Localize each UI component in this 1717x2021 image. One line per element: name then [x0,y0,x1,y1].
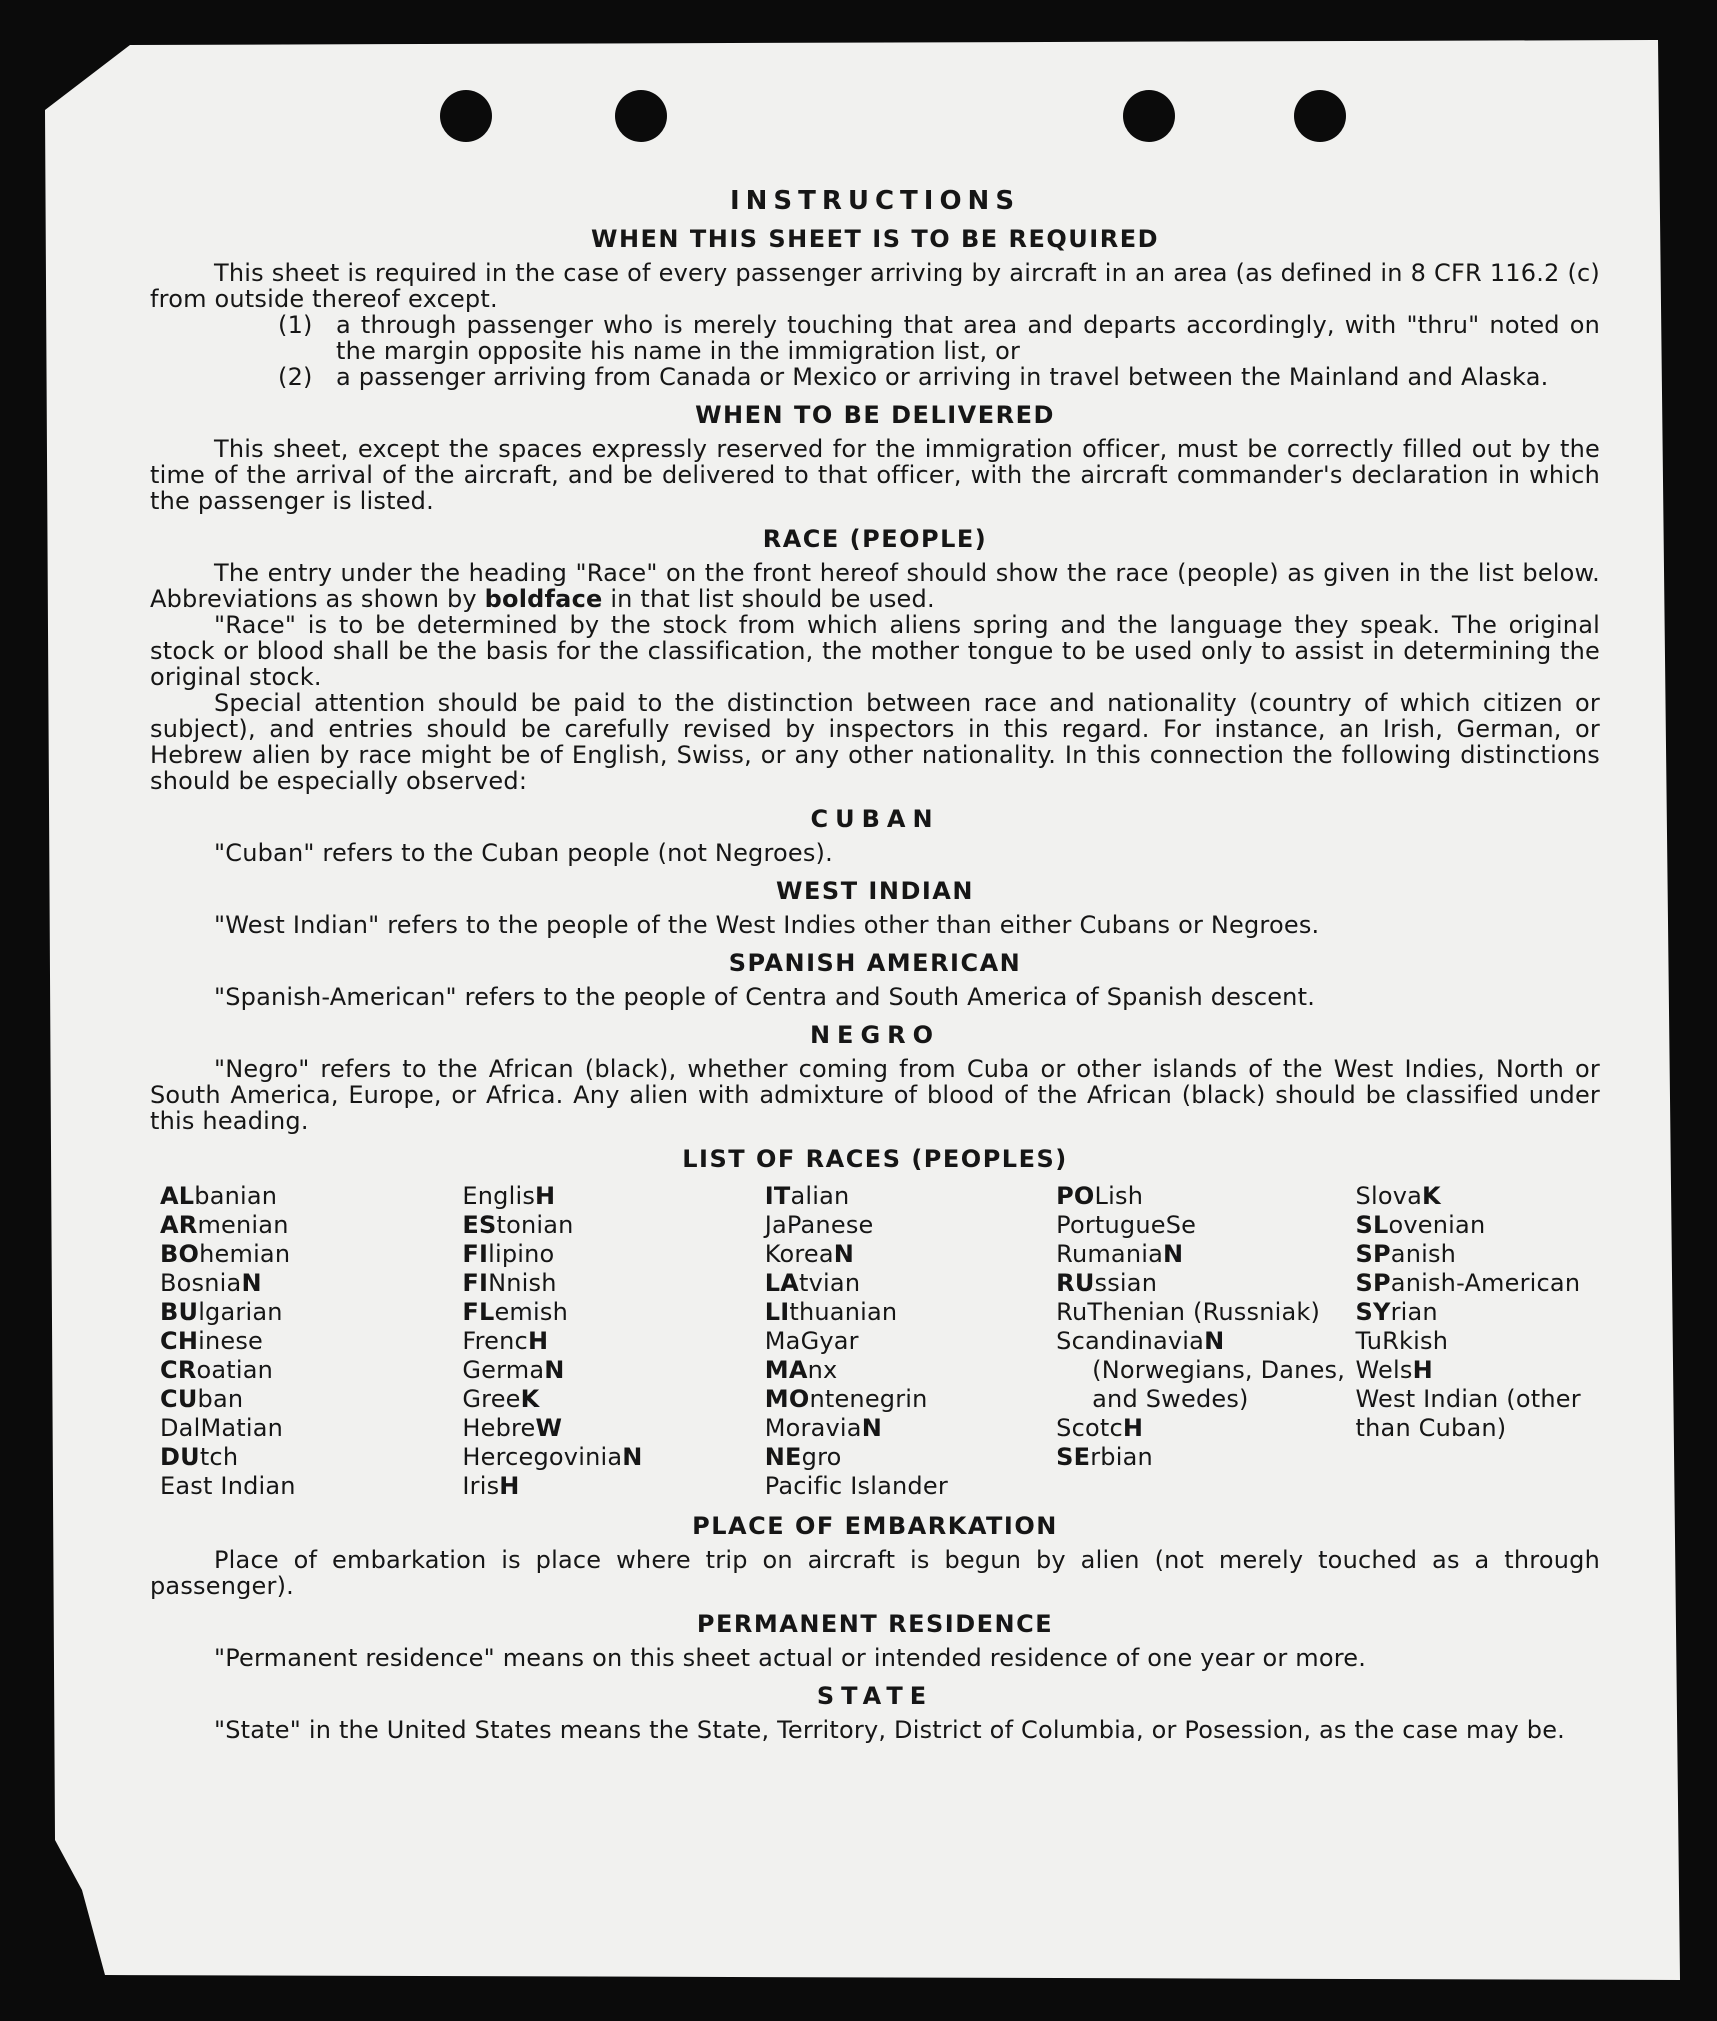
section-heading-spanish-american: SPANISH AMERICAN [728,949,1022,977]
section-heading-west-indian: WEST INDIAN [776,877,974,905]
race-column [1356,1182,1600,1501]
race-entry: RumaniaN [1056,1240,1184,1268]
race-entry: BUlgarian [160,1298,283,1326]
race-entry: GermaN [462,1356,565,1384]
race-entry: GreeK [462,1385,540,1413]
race-entry: FrencH [462,1327,549,1355]
race-entry: LAtvian [764,1269,861,1297]
race-entry: SlovaK [1355,1182,1441,1210]
section-heading-delivered: WHEN TO BE DELIVERED [695,401,1055,429]
race-entry: SErbian [1056,1443,1153,1471]
paragraph-race-3: Special attention should be paid to the distinction between race and nationality (country of which citizen or subject), and entries should be carefully revised by inspectors in this regard. For instance, an Irish, German, or Hebrew alien by race might be of English, Swiss, or any other nationality. In this connection the following distinctions should be especially observed: [150,689,1600,795]
race-entry: FIlipino [462,1240,555,1268]
item-number: (2) [278,363,313,391]
race-entry: FLemish [462,1298,568,1326]
paragraph-required: This sheet is required in the case of every passenger arriving by aircraft in an area (as defined in 8 CFR 116.2 (c) from outside thereof except. [150,259,1600,313]
race-entry: KoreaN [764,1240,855,1268]
race-entry: MoraviaN [764,1414,882,1442]
race-entry: ARmenian [160,1211,289,1239]
paragraph-negro: "Negro" refers to the African (black), whether coming from Cuba or other islands of the West Indies, North or South America, Europe, or Africa. Any alien with admixture of blood of the African (black) should be classified under this heading. [150,1055,1600,1135]
section-heading-embarkation: PLACE OF EMBARKATION [692,1512,1058,1540]
race-entry: Pacific Islander [764,1472,948,1500]
race-column [462,1182,764,1501]
race-entry: PortugueSe [1056,1211,1197,1239]
race-entry: EnglisH [462,1182,556,1210]
section-heading-state: STATE [816,1682,934,1710]
section-heading-cuban: CUBAN [810,805,940,833]
list-item [278,364,1600,390]
race-entry: SPanish [1355,1240,1457,1268]
race-entry: HercegoviniaN [462,1443,643,1471]
race-entry: ALbanian [160,1182,278,1210]
race-entry: DUtch [160,1443,239,1471]
punch-hole [615,90,667,142]
race-entry: RUssian [1056,1269,1158,1297]
race-entry: ITalian [764,1182,850,1210]
paragraph-delivered: This sheet, except the spaces expressly reserved for the immigration officer, must be correctly filled out by the time of the arrival of the aircraft, and be delivered to that officer, with the aircraft commander's declaration in which the passenger is listed. [150,435,1600,515]
race-entry: CHinese [160,1327,264,1355]
race-column [765,1182,1056,1501]
race-entry: RuThenian (Russniak) [1056,1298,1321,1326]
list-item [278,312,1600,364]
race-entry: ScotcH [1056,1414,1144,1442]
item-text: a passenger arriving from Canada or Mexico or arriving in travel between the Mainland and Alaska. [336,363,1549,391]
race-entry: CRoatian [160,1356,274,1384]
race-entry: TuRkish [1355,1327,1449,1355]
race-entry: MaGyar [764,1327,859,1355]
race-entry: ScandinaviaN [1056,1327,1225,1355]
race-entry: West Indian (other than Cuban) [1355,1385,1581,1442]
paragraph-embarkation: Place of embarkation is place where trip on aircraft is begun by alien (not merely touched as a through passenger). [150,1546,1600,1600]
race-entry: BosniaN [160,1269,262,1297]
race-entry: JaPanese [764,1211,874,1239]
section-heading-negro: NEGRO [809,1021,941,1049]
paragraph-cuban: "Cuban" refers to the Cuban people (not Negroes). [214,839,833,867]
punch-hole [1294,90,1346,142]
section-heading-race: RACE (PEOPLE) [762,525,988,553]
section-heading-permanent-residence: PERMANENT RESIDENCE [696,1610,1054,1638]
race-entry: MAnx [764,1356,838,1384]
item-number: (1) [278,311,313,339]
race-entry: MOntenegrin [764,1385,928,1413]
punch-hole [1123,90,1175,142]
race-entry: BOhemian [160,1240,291,1268]
punch-hole [440,90,492,142]
document-body [150,178,1600,1743]
page-title: INSTRUCTIONS [729,186,1021,216]
race-entry: LIthuanian [764,1298,898,1326]
race-entry: SYrian [1355,1298,1438,1326]
race-entry: POLish [1056,1182,1144,1210]
paragraph-race-1: The entry under the heading "Race" on the front hereof should show the race (people) as given in the list below. Abbreviations as shown by boldface in that list should be used. [150,559,1600,613]
paragraph-state: "State" in the United States means the State, Territory, District of Columbia, or Posession, as the case may be. [214,1716,1565,1744]
race-entry: CUban [160,1385,244,1413]
race-entry: DalMatian [160,1414,284,1442]
boldface-word: boldface [484,585,603,613]
race-column [1056,1182,1355,1501]
race-entry: IrisH [462,1472,520,1500]
paragraph-permanent-residence: "Permanent residence" means on this sheet actual or intended residence of one year or more. [214,1644,1367,1672]
race-entry: NEgro [764,1443,842,1471]
paragraph-spanish-american: "Spanish-American" refers to the people of Centra and South America of Spanish descent. [214,983,1316,1011]
section-heading-list-of-races: LIST OF RACES (PEOPLES) [682,1145,1068,1173]
race-entry: HebreW [462,1414,563,1442]
race-entry: SPanish-American [1355,1269,1581,1297]
race-entry: EStonian [462,1211,574,1239]
race-entry: (Norwegians, Danes, and Swedes) [1092,1356,1346,1413]
race-list [160,1182,1600,1501]
section-heading-required: WHEN THIS SHEET IS TO BE REQUIRED [590,225,1160,253]
race-entry: SLovenian [1355,1211,1486,1239]
paragraph-race-2: "Race" is to be determined by the stock from which aliens spring and the language they speak. The original stock or blood shall be the basis for the classification, the mother tongue to be used only to assist in determining the original stock. [150,611,1600,691]
race-entry: FINnish [462,1269,557,1297]
paragraph-west-indian: "West Indian" refers to the people of the West Indies other than either Cubans or Negroes. [214,911,1320,939]
item-text: a through passenger who is merely touching that area and departs accordingly, with "thru" noted on the margin opposite his name in the immigration list, or [336,311,1600,365]
race-column [160,1182,462,1501]
race-entry: WelsH [1355,1356,1433,1384]
race-entry: East Indian [160,1472,296,1500]
